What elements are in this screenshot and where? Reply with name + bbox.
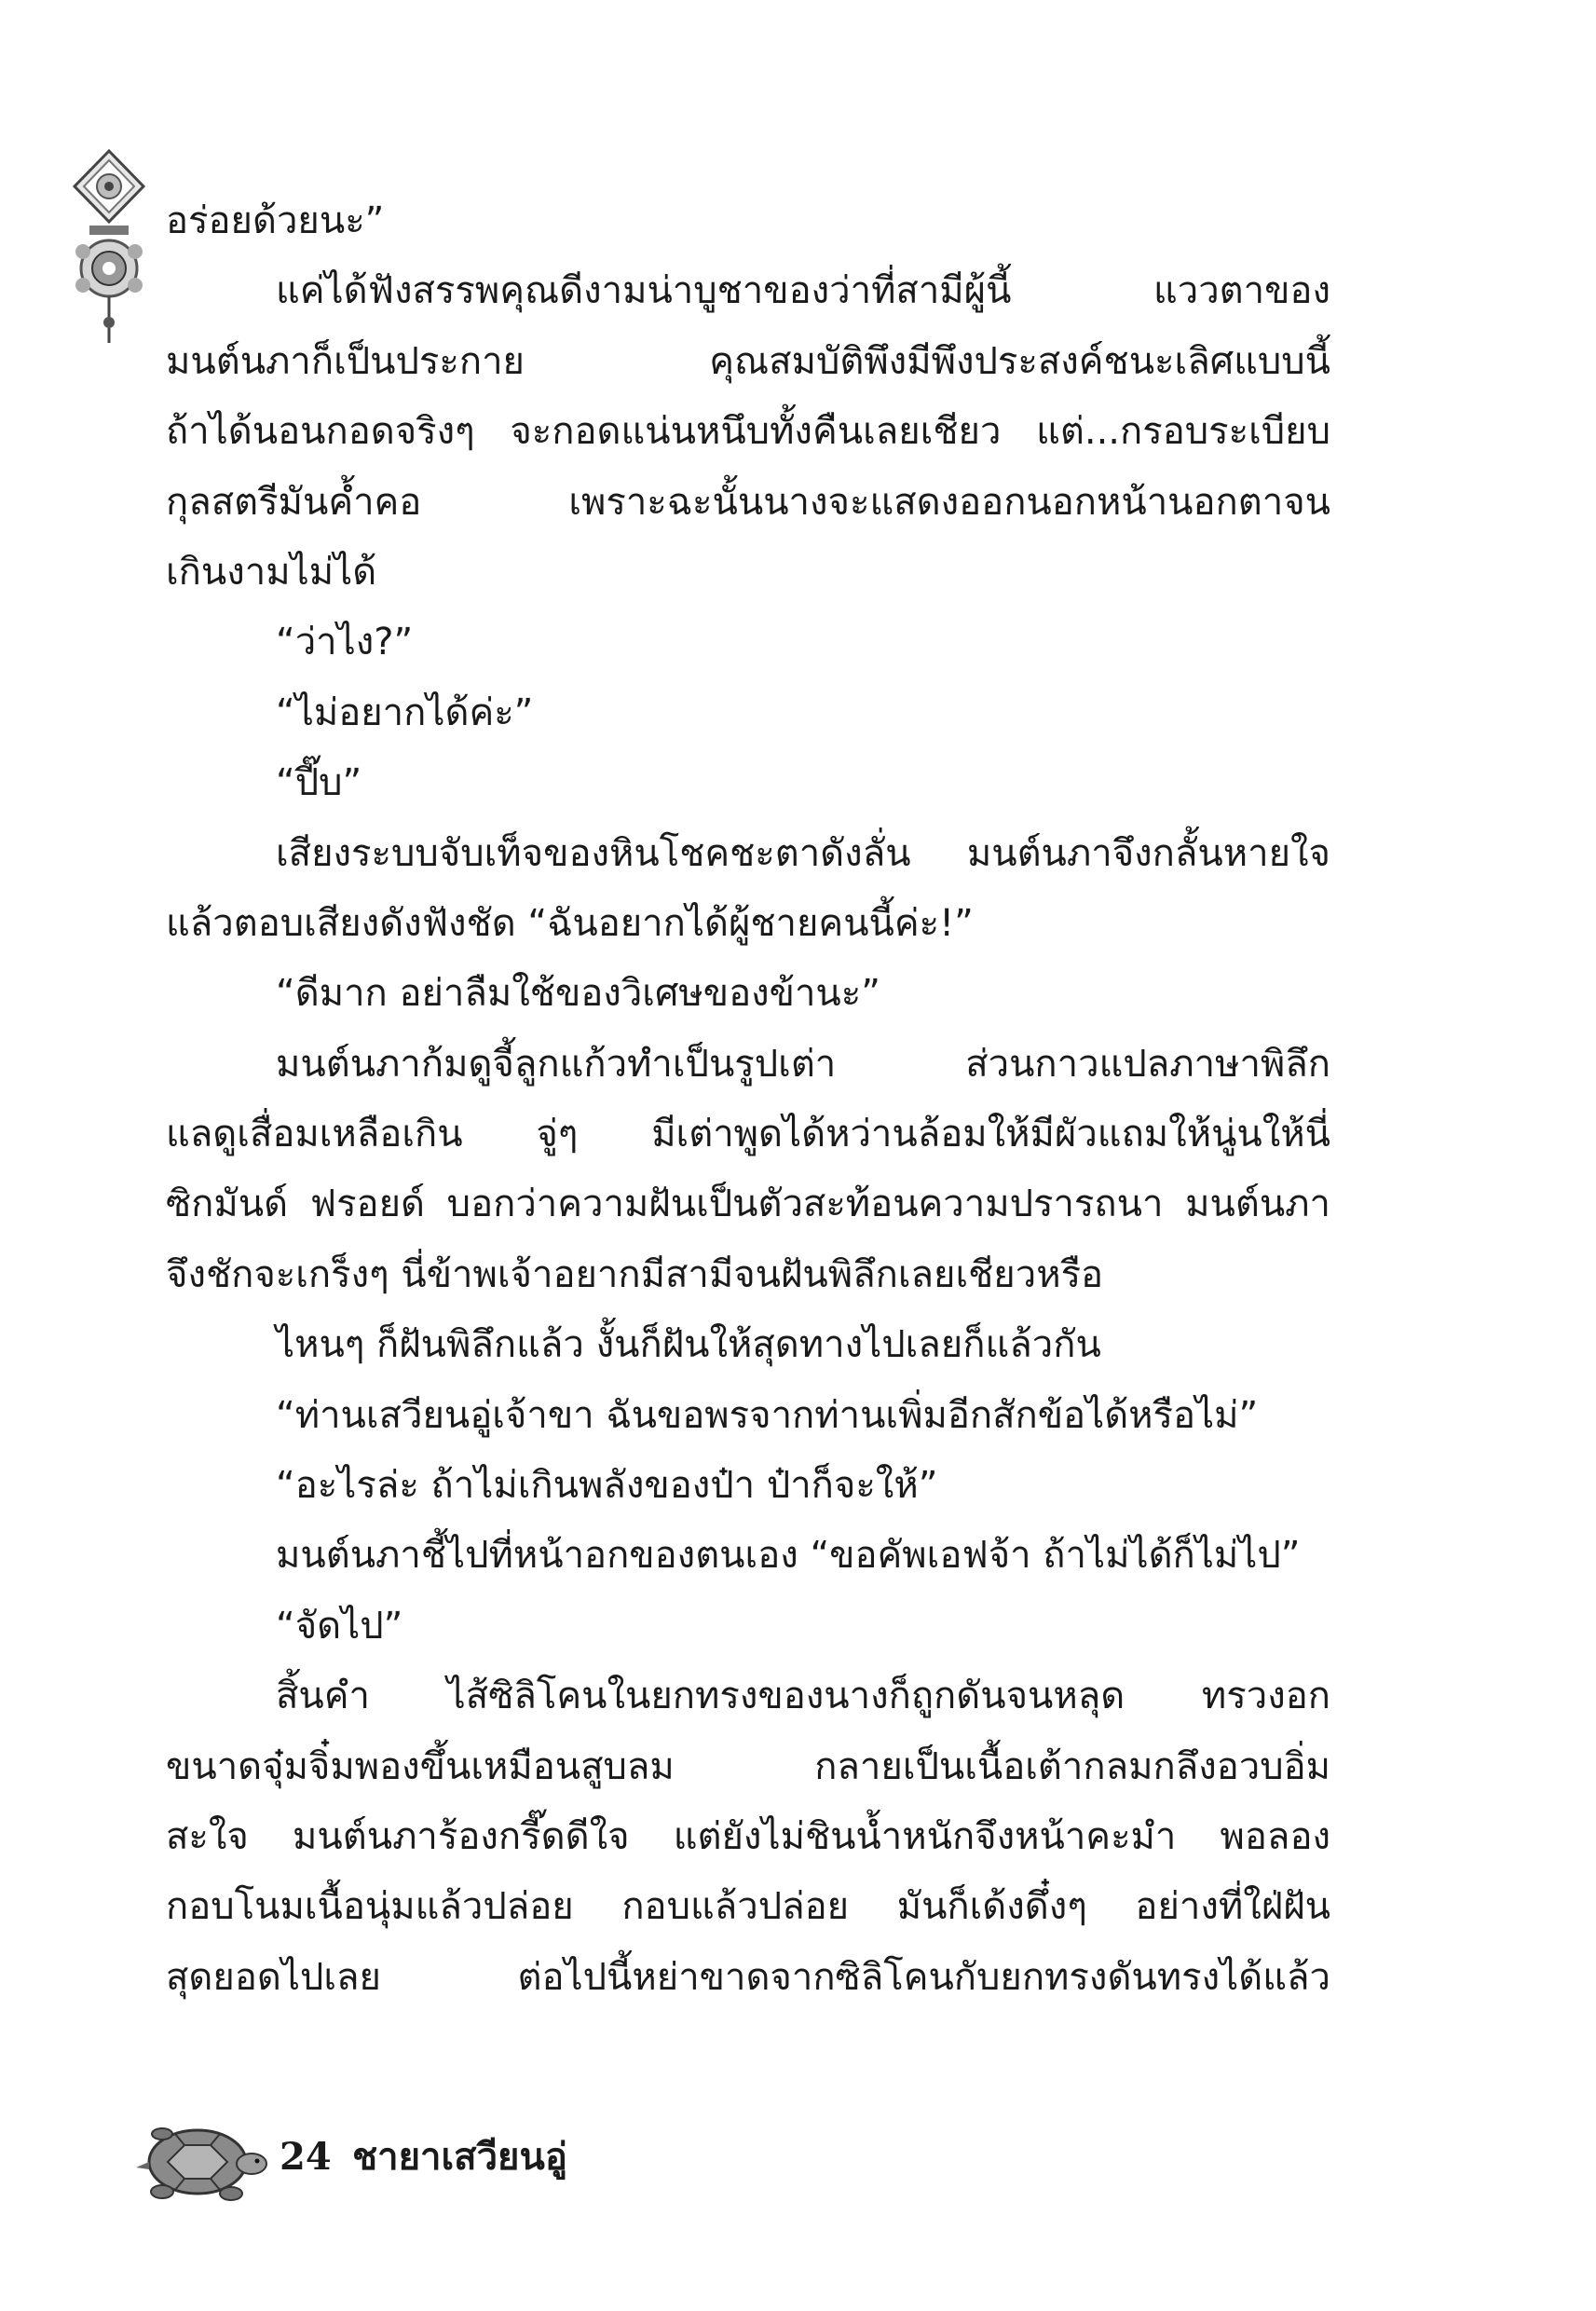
text-line: กอบโนมเนื้อนุ่มแล้วปล่อย กอบแล้วปล่อย มันก็เด้งดึ๋งๆ อย่างที่ใฝ่ฝัน xyxy=(166,1885,1330,1929)
text-line: “ท่านเสวียนอู่เจ้าขา ฉันขอพรจากท่านเพิ่มอีกสักข้อได้หรือไม่” xyxy=(276,1393,1259,1437)
text-line: “จัดไป” xyxy=(276,1604,403,1648)
text-line: “ปี๊บ” xyxy=(276,761,362,805)
text-line: “ดีมาก อย่าลืมใช้ของวิเศษของข้านะ” xyxy=(276,972,880,1016)
book-title: ชายาเสวียนอู่ xyxy=(352,2136,567,2179)
text-line: เสียงระบบจับเท็จของหินโชคชะตาดังลั่น มนต์นภาจึงกลั้นหายใจ xyxy=(276,831,1330,875)
text-line: ถ้าได้นอนกอดจริงๆ จะกอดแน่นหนึบทั้งคืนเลยเชียว แต่...กรอบระเบียบ xyxy=(166,410,1330,454)
text-line: จึงชักจะเกร็งๆ นี่ข้าพเจ้าอยากมีสามีจนฝันพิลึกเลยเชียวหรือ xyxy=(166,1252,1104,1296)
page-footer xyxy=(130,2108,689,2220)
text-line: “อะไรล่ะ ถ้าไม่เกินพลังของป๋า ป๋าก็จะให้” xyxy=(276,1464,938,1508)
body-text xyxy=(166,186,1330,2013)
text-line: “ว่าไง?” xyxy=(276,621,414,664)
text-line: มนต์นภาก็เป็นประกาย คุณสมบัติพึงมีพึงประสงค์ชนะเลิศแบบนี้ xyxy=(166,339,1330,383)
page-number: 24 xyxy=(280,2135,332,2179)
text-line: แล้วตอบเสียงดังฟังชัด “ฉันอยากได้ผู้ชายคนนี้ค่ะ!” xyxy=(166,901,974,945)
text-line: เกินงามไม่ได้ xyxy=(166,550,377,594)
text-line: สิ้นคำ ไส้ซิลิโคนในยกทรงของนางก็ถูกดันจนหลุด ทรวงอก xyxy=(276,1675,1330,1718)
text-line: แลดูเสื่อมเหลือเกิน จู่ๆ มีเต่าพูดได้หว่านล้อมให้มีผัวแถมให้นู่นให้นี่ xyxy=(166,1113,1330,1156)
text-line: สะใจ มนต์นภาร้องกรี๊ดดีใจ แต่ยังไม่ชินน้ำหนักจึงหน้าคะมำ พอลอง xyxy=(166,1814,1330,1858)
text-line: ขนาดจุ๋มจิ๋มพองขึ้นเหมือนสูบลม กลายเป็นเนื้อเต้ากลมกลึงอวบอิ่ม xyxy=(166,1744,1330,1788)
text-line: ไหนๆ ก็ฝันพิลึกแล้ว งั้นก็ฝันให้สุดทางไปเลยก็แล้วกัน xyxy=(276,1323,1101,1367)
text-line: แค่ได้ฟังสรรพคุณดีงามน่าบูชาของว่าที่สามีผู้นี้ แววตาของ xyxy=(276,269,1330,313)
text-line: กุลสตรีมันค้ำคอ เพราะฉะนั้นนางจะแสดงออกนอกหน้านอกตาจน xyxy=(166,480,1330,524)
text-line: ซิกมันด์ ฟรอยด์ บอกว่าความฝันเป็นตัวสะท้อนความปรารถนา มนต์นภา xyxy=(166,1183,1330,1226)
decorative-emblem-icon xyxy=(67,149,151,345)
text-line: อร่อยด้วยนะ” xyxy=(166,199,385,242)
text-line: สุดยอดไปเลย ต่อไปนี้หย่าขาดจากซิลิโคนกับยกทรงดันทรงได้แล้ว xyxy=(166,1955,1330,1999)
text-line: “ไม่อยากได้ค่ะ” xyxy=(276,691,534,734)
text-line: มนต์นภาชี้ไปที่หน้าอกของตนเอง “ขอคัพเอฟจ้า ถ้าไม่ได้ก็ไม่ไป” xyxy=(276,1534,1301,1578)
text-line: มนต์นภาก้มดูจี้ลูกแก้วทำเป็นรูปเต่า ส่วนกาวแปลภาษาพิลึก xyxy=(276,1042,1330,1086)
turtle-icon xyxy=(130,2108,270,2210)
